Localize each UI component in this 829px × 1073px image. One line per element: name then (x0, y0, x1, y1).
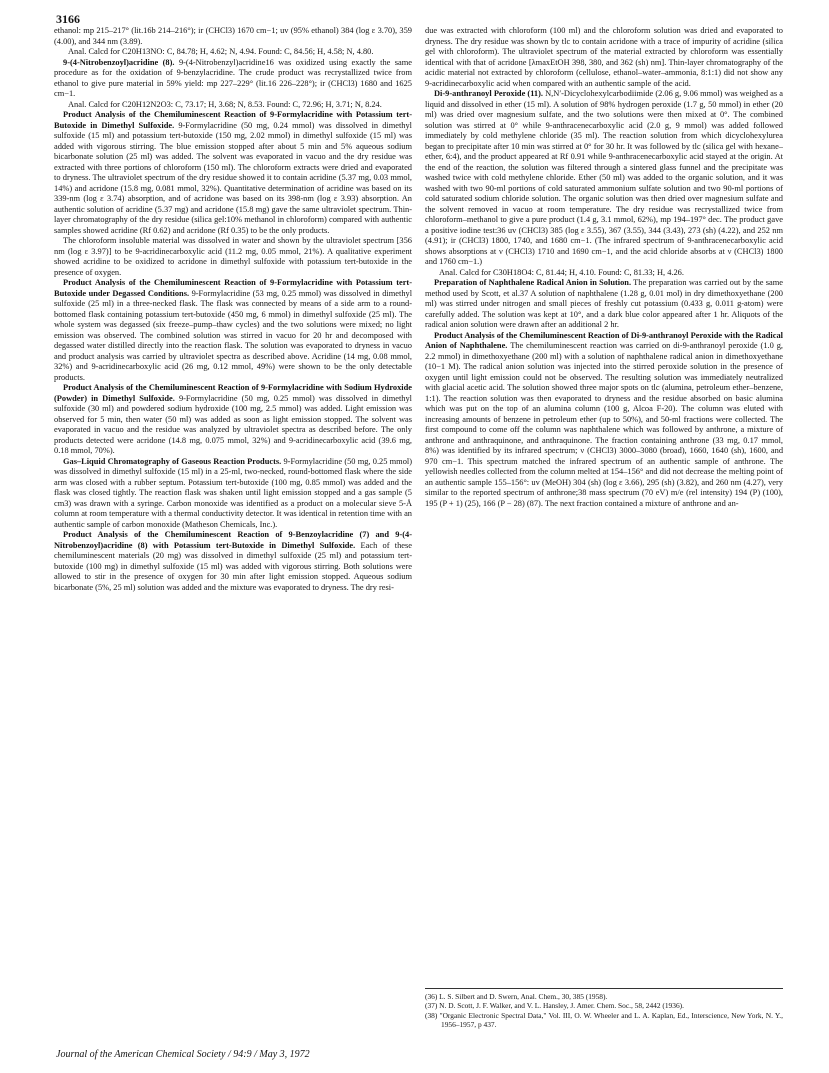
paragraph (54, 26, 412, 47)
paragraph-text: 9-Formylacridine (50 mg, 0.25 mmol) was dissolved in dimethyl sulfoxide (30 ml) and powdered sodium hydroxide (100 mg, 2.5 mmol) was added. Light emission was observed for 5 min, then water (50 ml) was added as soon as light emission stopped. The solvent was evaporated in vacuo and the residue was analyzed by ultraviolet spectra as described before. The only products detected were acridone (14.8 mg, 0.075 mmol, 32%) and 9-acridinecarboxylic acid (39.6 mg, 0.18 mmol, 70%). (54, 393, 413, 455)
analysis-line (425, 268, 783, 279)
paragraph (54, 383, 412, 457)
paragraph (54, 530, 412, 593)
section-heading: Product Analysis of the Chemiluminescent Reaction of 9-Formylacridine with Sodium Hydroxide (Powder) in Dimethyl Sulfoxide. (54, 383, 412, 403)
paragraph-text: Anal. Calcd for C20H12N2O3: C, 73.17; H, 3.68; N, 8.53. Found: C, 72.96; H, 3.71; N, 8.24. (68, 99, 382, 109)
section-heading: 9-(4-Nitrobenzoyl)acridine (8). (63, 57, 175, 67)
paragraph-text: Each of these chemiluminescent materials (20 mg) was dissolved in dimethyl sulfoxide (25 ml) and potassium tert-butoxide (100 mg) in dimethyl sulfoxide (15 ml) was added with vigorous stirring. Both solutions were allowed to stir in the presence of oxygen for 30 min after light emission stopped. Aqueous sodium bicarbonate (5%, 25 ml) solution was added and the mixture was evaporated to dryness. The dry resi- (54, 540, 412, 592)
paragraph (425, 331, 783, 510)
analysis-line (54, 100, 412, 111)
left-column (54, 26, 412, 593)
paragraph-text: 9-(4-Nitrobenzyl)acridine16 was oxidized using exactly the same procedure as for the oxidation of 9-benzylacridine. The crude product was recrystallized twice from ethanol to give pure material in 59% yield: mp 227–229° (lit.16 226–228°); ir (CHCl3) 1680 and 1625 cm−1. (54, 57, 413, 98)
section-heading: Product Analysis of the Chemiluminescent Reaction of 9-Formylacridine with Potassium tert-Butoxide in Dimethyl Sulfoxide. (54, 110, 412, 130)
section-heading: Product Analysis of the Chemiluminescent Reaction of 9-Formylacridine with Potassium tert-Butoxide under Degassed Conditions. (54, 278, 412, 298)
paragraph-text: 9-Formylacridine (50 mg, 0.24 mmol) was dissolved in dimethyl sulfoxide (15 ml) and potassium tert-butoxide (150 mg, 2.02 mmol) in dimethyl sulfoxide (15 ml) was added with vigorous stirring. The blue emission stopped after about 5 min and 5% aqueous sodium bicarbonate solution (25 ml) was added. The solvent was evaporated in vacuo and the dry residue was extracted with three portions of chloroform (150 ml). The chloroform extracts were dried and evaporated to dryness. The ultraviolet spectrum of the dry residue showed it to contain acridine (5.37 mg, 0.03 mmol, 14%) and acridone (15.8 mg, 0.081 mmol, 32%). Quantitative determination of acridine was based on its 339-nm (log ε 3.74) absorption, and of acridone was based on its 398-nm (log ε 3.93) absorption. An authentic solution of acridine (5.37 mg) and acridone (15.8 mg) gave the same ultraviolet spectrum. Thin-layer chromatography of the dry residue (silica gel:10% methanol in chloroform) compared with authentic samples showed acridine (Rf 0.62) and acridone (Rf 0.35) to be the only products. (54, 120, 413, 235)
paragraph (54, 110, 412, 236)
paragraph (425, 26, 783, 89)
paragraph (425, 278, 783, 331)
reference-item: (36) L. S. Silbert and D. Swern, Anal. Chem., 30, 385 (1958). (425, 992, 608, 1001)
paragraph (425, 89, 783, 268)
paragraph (54, 457, 412, 531)
section-heading: Preparation of Naphthalene Radical Anion in Solution. (434, 278, 632, 287)
section-heading: Gas–Liquid Chromatography of Gaseous Reaction Products. (63, 456, 282, 466)
right-column (425, 26, 783, 509)
section-heading: Product Analysis of the Chemiluminescent Reaction of Di-9-anthranoyl Peroxide with the Radical Anion of Naphthalene. (425, 330, 783, 350)
section-heading: Di-9-anthranoyl Peroxide (11). (434, 89, 543, 98)
journal-footer: Journal of the American Chemical Society / 94:9 / May 3, 1972 (56, 1049, 310, 1060)
page-number: 3166 (56, 12, 80, 26)
paragraph (54, 236, 412, 278)
paragraph-text: 9-Formylacridine (50 mg, 0.25 mmol) was dissolved in dimethyl sulfoxide (15 ml) in a 25-ml, two-necked, round-bottomed flask where the side arm was closed with a rubber septum. Potassium tert-butoxide (100 mg, 0.85 mmol) was added and the flask was closed tightly. The reaction flask was shaken until light emission stopped and a gas sample (5 cm3) was drawn with a syringe. Carbon monoxide was identified as a product on a molecular sieve 5-Å column at room temperature with a thermal conductivity detector. It was identical in retention time with an authentic sample of carbon monoxide (Matheson Chemicals, Inc.). (54, 456, 413, 529)
analysis-line (54, 47, 412, 58)
paragraph-text: Anal. Calcd for C20H13NO: C, 84.78; H, 4.62; N, 4.94. Found: C, 84.56; H, 4.58; N, 4.80. (68, 47, 374, 56)
paragraph-text: The chemiluminescent reaction was carried on di-9-anthranoyl peroxide (1.0 g, 2.2 mmol) in dimethoxyethane (200 ml) with a solution of naphthalene radical anion in dimethoxyethane (10−1 M). The radical anion solution was injected into the stirred peroxide solution in the presence of oxygen until light emission could not be observed. The resulting solution was immediately neutralized with glacial acetic acid. The solution showed three major spots on tlc (alumina, petroleum ether–benzene, 1:1). The reaction solution was then evaporated to dryness and the residue absorbed on basic alumina which was put on the top of an alumina column (100 g, Alcoa F-20). The column was eluted with increasing amounts of benzene in petroleum ether (up to 50%), and 50-ml fractions were collected. The first compound to come off the column was naphthalene which was followed by anthrone, a mixture of anthrone and anthraquinone, and anthraquinone. The fraction containing anthrone (33 mg, 0.17 mmol, 8%) was identified by its infrared spectrum; ν (CHCl3) 3000–3080 (broad), 1660, 1640 (sh), 1600, and 970 cm−1. This spectrum matched the infrared spectrum of an authentic sample of anthrone. The yellowish needles collected from the column melted at 154–156° and did not decrease the melting point of an authentic sample 155–156°: uv (MeOH) 304 (sh) (log ε 3.66), 295 (sh) (3.82), and 260 nm (4.27), very similar to the reported spectrum of anthrone;38 mass spectrum (70 eV) m/e (rel intensity) 194 (P) (100), 195 (P + 1) (25), 166 (P − 28) (87). The next fraction contained a mixture of anthrone and an- (425, 341, 783, 508)
paragraph-text: The preparation was carried out by the same method used by Scott, et al.37 A solution of naphthalene (1.28 g, 0.01 mol) in dry dimethoxyethane (200 ml) was stirred under nitrogen and small pieces of freshly cut potassium (0.433 g, 0.011 g-atom) were carefully added. The solution was kept at 10°, and a dark blue color appeared after 1 hr. Aliquots of the radical anion solution were drawn after an additional 2 hr. (425, 278, 783, 329)
paragraph-text: Anal. Calcd for C30H18O4: C, 81.44; H, 4.10. Found: C, 81.33; H, 4.26. (439, 267, 684, 277)
reference-item: (38) "Organic Electronic Spectral Data," Vol. III, O. W. Wheeler and L. A. Kaplan, Ed., Interscience, New York, N. Y., 1956–1957, p 437. (425, 1010, 783, 1029)
paragraph-text: The chloroform insoluble material was dissolved in water and shown by the ultraviolet spectrum [356 nm (log ε 3.97)] to be 9-acridinecarboxylic acid (11.2 mg, 0.05 mmol, 21%). A qualitative experiment showed acridine to be oxidized to acridone in dimethyl sulfoxide with potassium tert-butoxide in the presence of oxygen. (54, 236, 412, 277)
paragraph-text: due was extracted with chloroform (100 ml) and the chloroform solution was dried and evaporated to dryness. The dry residue was shown by tlc to contain acridone with a trace of impurity of acridine (silica gel with chloroform). The ultraviolet spectrum of the material extracted by chloroform was essentially identical with that of acridone [λmaxEtOH 398, 380, and 362 (sh) nm]. Thin-layer chromatography of the acidic material not extracted by chloroform (cellulose, ethanol–water–ammonia, 8:1:1) did not show any 9-acridinecarboxylic acid when compared with an authentic sample of the acid. (425, 26, 783, 88)
references (425, 988, 783, 1029)
paragraph (54, 58, 412, 100)
paragraph-text: ethanol: mp 215–217° (lit.16b 214–216°); ir (CHCl3) 1670 cm−1; uv (95% ethanol) 384 (log ε 3.70), 359 (4.00), and 344 nm (3.89). (54, 26, 412, 46)
paragraph-text: N,N′-Dicyclohexylcarbodiimide (2.06 g, 9.06 mmol) was weighed as a liquid and dissolved in ether (15 ml). A solution of 98% hydrogen peroxide (1.7 g, 50 mmol) in ether (20 ml) was dried over magnesium sulfate, and the two solutions were then mixed at 0°. The combined solution was stirred at 0° while 9-anthracenecarboxylic acid (2.0 g, 9 mmol) was added followed immediately by cold methylene chloride (35 ml). The reaction solution from which dicyclohexylurea began to precipitate after 10 min was stirred at 0° for 30 hr. It was followed by tlc (silica gel with hexane–ether, 6:4), and the product appeared at Rf 0.91 while 9-anthracenecarboxylic acid stayed at the origin. At the end of the reaction, the solution was filtered through a sintered glass funnel and the precipitate was washed twice with cold methylene chloride. Ether (50 ml) was added to the organic solution, and it was washed with two 90-ml portions of cold saturated ammonium sulfate solution and two 90-ml portions of cold saturated sodium chloride solution. The organic solution was then dried over magnesium sulfate and the solvent removed in vacuo at room temperature. The dry residue was recrystallized twice from chloroform–methanol to give a pure product (1.4 g, 3.1 mmol, 62%), mp 194–197° dec. The product gave a positive iodine test:36 uv (CHCl3) 385 (log ε 3.55), 367 (3.55), 344 (3.43), 273 (sh) (4.22), and 252 nm (4.91); ir (CHCl3) 1800, 1740, and 1680 cm−1. (The infrared spectrum of 9-anthracenecarboxylic acid shows absorptions at ν (CHCl3) 1710 and 1690 cm−1, and the acid chloride absorbs at ν (CHCl3) 1800 and 1760 cm−1.) (425, 89, 783, 266)
section-heading: Product Analysis of the Chemiluminescent Reaction of 9-Benzoylacridine (7) and 9-(4-Nitrobenzoyl)acridine (8) with Potassium tert-Butoxide in Dimethyl Sulfoxide. (54, 530, 412, 550)
paragraph-text: 9-Formylacridine (53 mg, 0.25 mmol) was dissolved in dimethyl sulfoxide (25 ml) in a three-necked flask. The flask was connected by means of a side arm to a round-bottomed flask containing potassium tert-butoxide (450 mg, 6 mmol) in dimethyl sulfoxide (25 ml). The whole system was degassed (six freeze–pump–thaw cycles) and the two solutions were mixed; no light emission was observed. The combined solution was stirred in vacuo for 20 hr and decomposed with degassed water distilled directly into the reaction flask. The solution was evaporated to dryness in vacuo and product analysis was carried by ultraviolet spectra as described above. Acridine (14 mg, 0.08 mmol, 32%) and 9-acridinecarboxylic acid (26 mg, 0.12 mmol, 49%) were shown to be the only detectable products. (54, 288, 413, 382)
reference-item: (37) N. D. Scott, J. F. Walker, and V. L. Hansley, J. Amer. Chem. Soc., 58, 2442 (1936). (425, 1001, 684, 1011)
paragraph (54, 278, 412, 383)
